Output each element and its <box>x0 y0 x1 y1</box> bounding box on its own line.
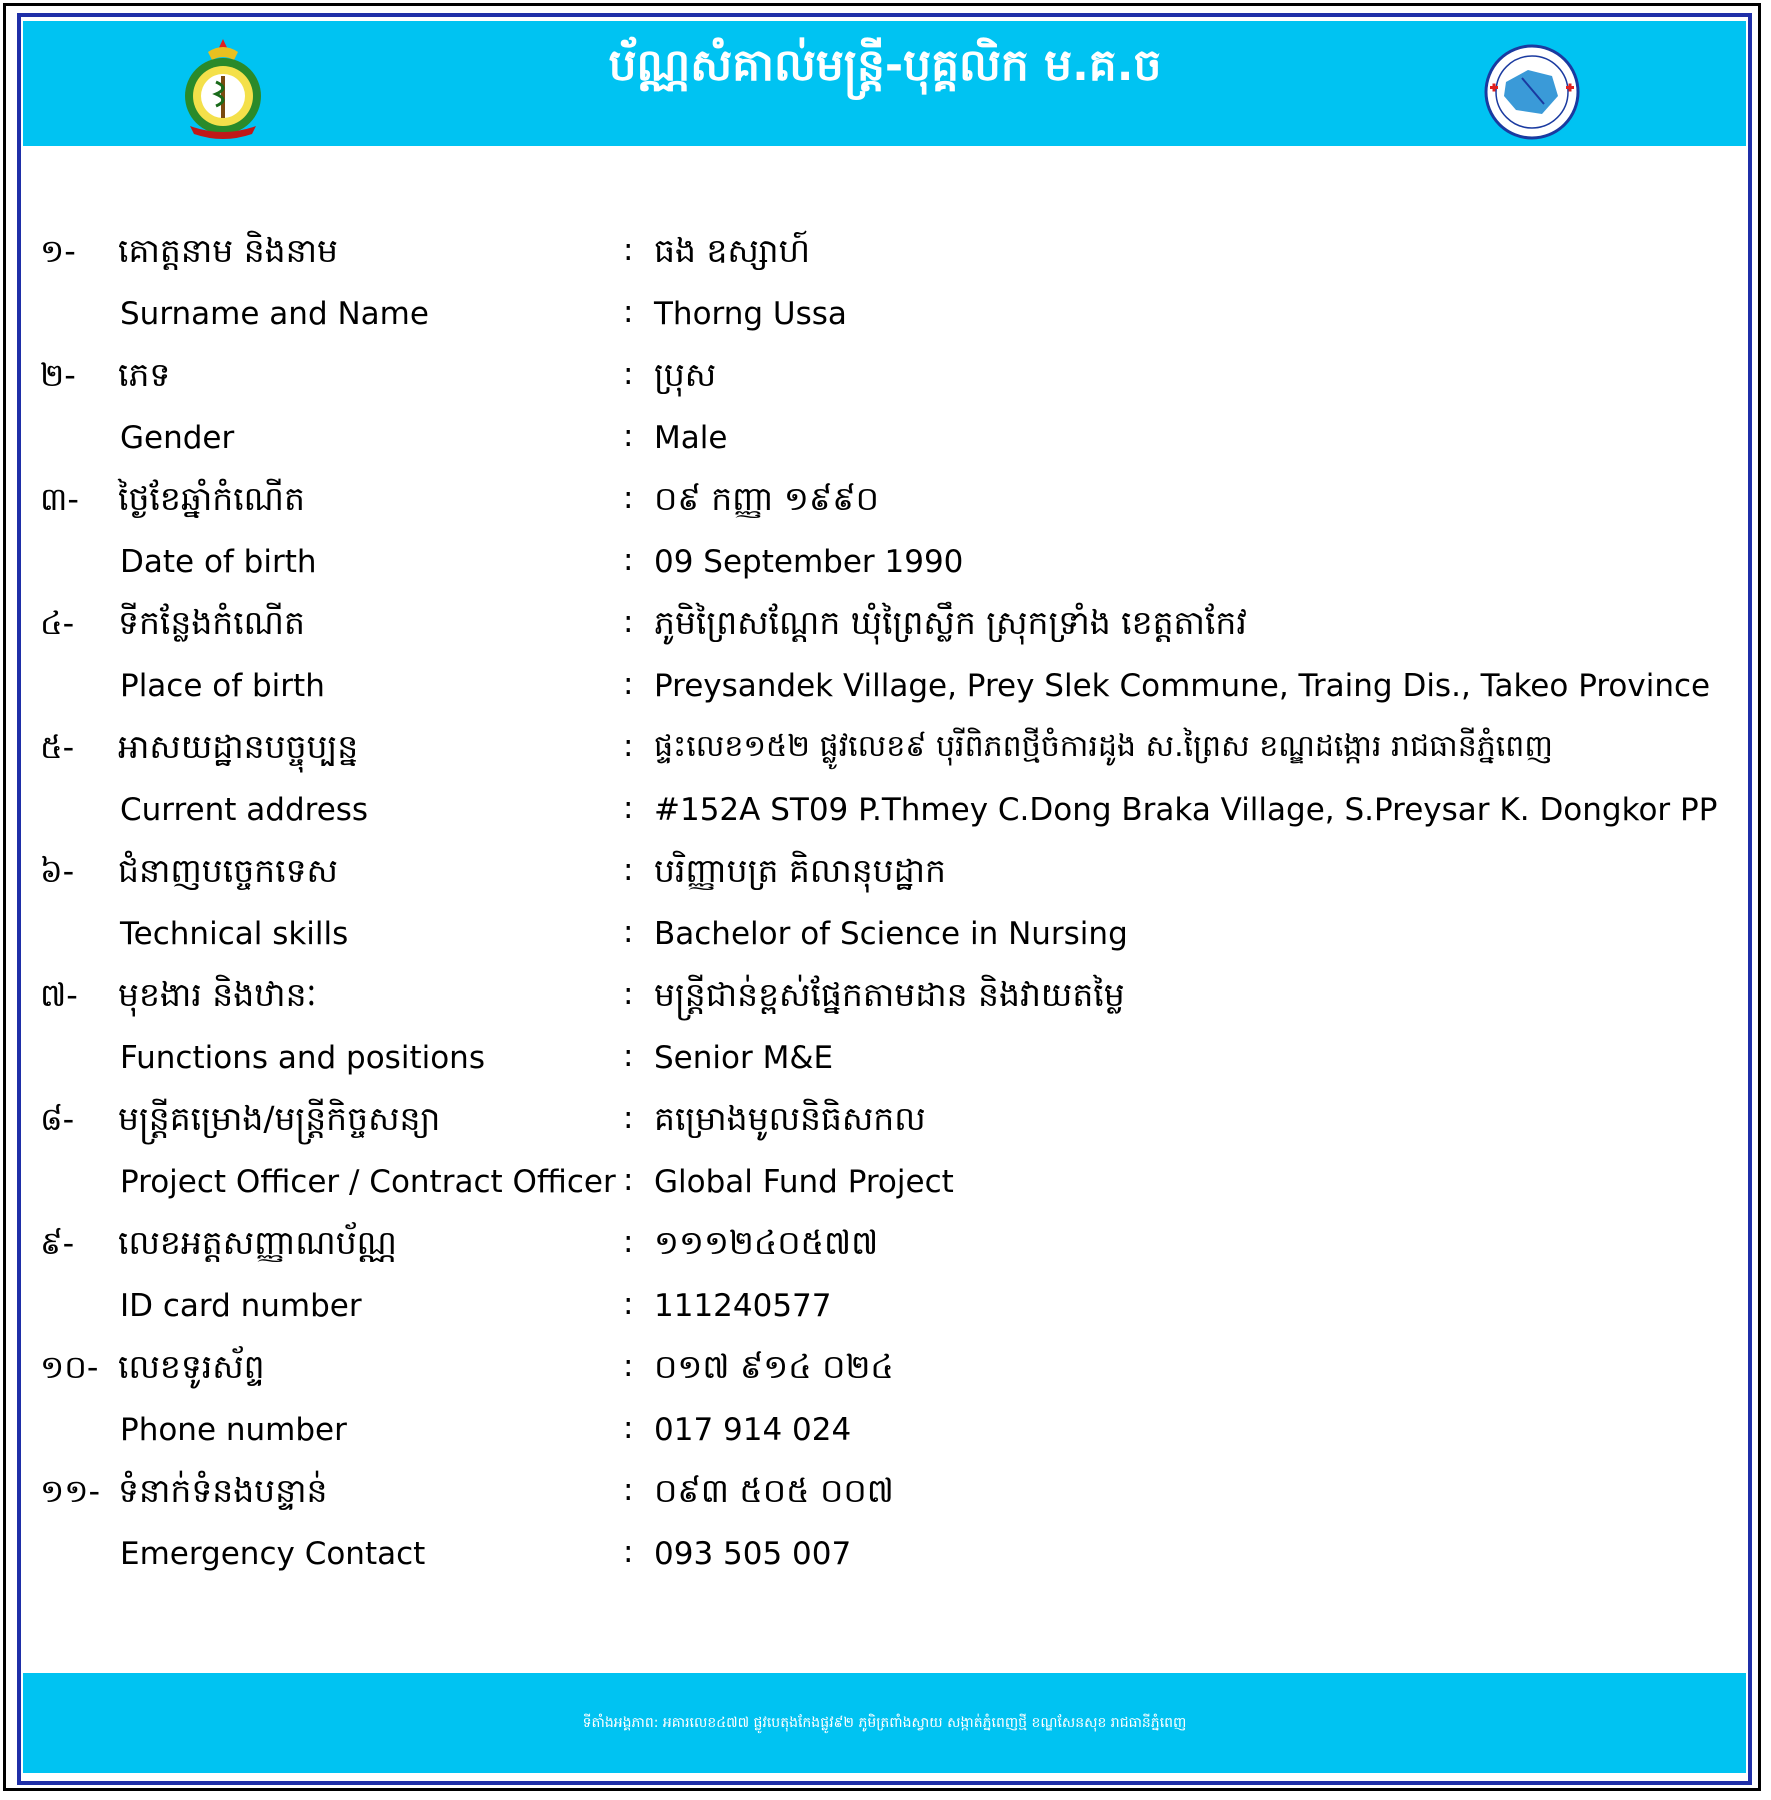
field-label-en: Functions and positions <box>120 1040 485 1076</box>
field-label-en: ID card number <box>120 1288 362 1324</box>
field-value-kh: ០៩៣ ៥០៥ ០០៧ <box>654 1471 894 1510</box>
separator-colon: : <box>623 1224 634 1260</box>
field-label-en: Phone number <box>120 1412 347 1448</box>
separator-colon: : <box>623 914 634 950</box>
field-row-kh <box>0 592 1771 654</box>
field-row-kh <box>0 468 1771 530</box>
field-row-en <box>0 530 1771 592</box>
field-row-en <box>0 1522 1771 1584</box>
field-label-en: Date of birth <box>120 544 317 580</box>
separator-colon: : <box>623 1286 634 1322</box>
field-value-kh: ប្រុស <box>654 355 717 394</box>
separator-colon: : <box>623 1100 634 1136</box>
field-value-en: Global Fund Project <box>654 1164 954 1200</box>
field-row-kh <box>0 840 1771 902</box>
field-row-en <box>0 654 1771 716</box>
field-label-kh: មុខងារ និងឋានៈ <box>118 975 317 1014</box>
field-label-kh: ជំនាញបច្ចេកទេស <box>118 851 338 890</box>
field-label-en: Technical skills <box>120 916 349 952</box>
field-value-en: Senior M&E <box>654 1040 834 1076</box>
field-number: ៨- <box>40 1100 75 1138</box>
field-value-kh: គម្រោងមូលនិធិសកល <box>654 1099 926 1138</box>
field-label-kh: ភេទ <box>118 355 171 394</box>
field-row-en <box>0 1150 1771 1212</box>
field-value-kh: ០៩ កញ្ញា ១៩៩០ <box>654 479 879 518</box>
field-number: ៣- <box>40 480 79 518</box>
separator-colon: : <box>623 976 634 1012</box>
field-number: ២- <box>40 356 76 394</box>
field-label-kh: ថ្ងៃខែឆ្នាំកំណើត <box>118 479 305 518</box>
separator-colon: : <box>623 1410 634 1446</box>
separator-colon: : <box>623 542 634 578</box>
separator-colon: : <box>623 1534 634 1570</box>
field-value-kh: បរិញ្ញាបត្រ គិលានុបដ្ឋាក <box>654 851 946 890</box>
ministry-emblem-logo <box>168 34 278 144</box>
field-value-kh: ធង ឧស្សាហ៍ <box>654 231 810 270</box>
separator-colon: : <box>623 852 634 888</box>
field-label-en: Surname and Name <box>120 296 429 332</box>
field-number: ១០- <box>40 1348 99 1386</box>
field-row-en <box>0 778 1771 840</box>
field-row-kh <box>0 1212 1771 1274</box>
field-row-en <box>0 1274 1771 1336</box>
field-value-en: 09 September 1990 <box>654 544 964 580</box>
field-row-kh <box>0 220 1771 282</box>
separator-colon: : <box>623 1038 634 1074</box>
separator-colon: : <box>623 480 634 516</box>
field-row-kh <box>0 1088 1771 1150</box>
field-row-kh <box>0 1460 1771 1522</box>
separator-colon: : <box>623 666 634 702</box>
field-value-en: Male <box>654 420 728 456</box>
field-row-kh <box>0 344 1771 406</box>
field-label-kh: លេខទូរស័ព្ទ <box>118 1347 265 1386</box>
separator-colon: : <box>623 356 634 392</box>
separator-colon: : <box>623 294 634 330</box>
field-label-kh: ទីកន្លែងកំណើត <box>118 603 305 642</box>
field-value-kh: ផ្ទះលេខ១៥២ ផ្លូវលេខ៩ បុរីពិភពថ្មីចំការដូង ស.ព្រៃស ខណ្ឌដង្កោរ រាជធានីភ្នំពេញ <box>654 729 1553 764</box>
field-value-en: Thorng Ussa <box>654 296 847 332</box>
separator-colon: : <box>623 790 634 826</box>
field-value-en: 017 914 024 <box>654 1412 852 1448</box>
field-number: ៦- <box>40 852 75 890</box>
separator-colon: : <box>623 1162 634 1198</box>
field-label-kh: មន្រ្តីគម្រោង/មន្រ្តីកិច្ចសន្យា <box>118 1099 441 1138</box>
field-row-en <box>0 902 1771 964</box>
card-title: ប័ណ្ណសំគាល់មន្រ្តី-បុគ្គលិក ម.គ.ច <box>608 40 1162 91</box>
field-value-en: #152A ST09 P.Thmey C.Dong Braka Village, S.Preysar K. Dongkor PP <box>654 792 1718 828</box>
separator-colon: : <box>623 728 634 764</box>
separator-colon: : <box>623 1472 634 1508</box>
field-number: ១១- <box>40 1472 100 1510</box>
field-label-en: Emergency Contact <box>120 1536 426 1572</box>
field-label-kh: លេខអត្តសញ្ញាណប័ណ្ណ <box>118 1223 397 1262</box>
field-label-kh: គោត្តនាម និងនាម <box>118 231 338 270</box>
separator-colon: : <box>623 232 634 268</box>
footer-address: ទីតាំងអង្គភាព: អគារលេខ៤៧៧ ផ្លូវបេតុងកែងផ្លូវ៩២ ភូមិត្រពាំងស្វាយ សង្កាត់ភ្នំពេញថ្មី ខណ្ឌសែនសុខ រាជធានីភ្នំពេញ <box>582 1715 1187 1731</box>
field-label-en: Project Officer / Contract Officer <box>120 1164 616 1200</box>
field-label-en: Current address <box>120 792 369 828</box>
field-row-en <box>0 282 1771 344</box>
field-value-kh: មន្រ្តីជាន់ខ្ពស់ផ្នែកតាមដាន និងវាយតម្លៃ <box>654 975 1125 1014</box>
field-label-en: Place of birth <box>120 668 325 704</box>
field-row-en <box>0 1398 1771 1460</box>
field-value-kh: ១១១២៤០៥៧៧ <box>654 1223 879 1262</box>
field-value-en: 111240577 <box>654 1288 832 1324</box>
field-label-kh: ទំនាក់ទំនងបន្ទាន់ <box>118 1471 328 1510</box>
field-number: ៤- <box>40 604 75 642</box>
separator-colon: : <box>623 1348 634 1384</box>
field-row-kh <box>0 1336 1771 1398</box>
field-value-en: Preysandek Village, Prey Slek Commune, Traing Dis., Takeo Province <box>654 668 1711 704</box>
footer-band <box>23 1673 1746 1773</box>
field-value-en: 093 505 007 <box>654 1536 852 1572</box>
field-value-kh: ០១៧ ៩១៤ ០២៤ <box>654 1347 894 1386</box>
field-row-en <box>0 406 1771 468</box>
field-label-en: Gender <box>120 420 235 456</box>
field-row-kh <box>0 964 1771 1026</box>
field-number: ១- <box>40 232 76 270</box>
field-value-en: Bachelor of Science in Nursing <box>654 916 1128 952</box>
field-row-kh <box>0 716 1771 778</box>
field-label-kh: អាសយដ្ឋានបច្ចុប្បន្ន <box>118 727 359 766</box>
field-number: ៧- <box>40 976 78 1014</box>
field-row-en <box>0 1026 1771 1088</box>
cnm-circular-logo <box>1476 42 1588 142</box>
field-number: ៥- <box>40 728 75 766</box>
separator-colon: : <box>623 418 634 454</box>
field-number: ៩- <box>40 1224 75 1262</box>
separator-colon: : <box>623 604 634 640</box>
field-value-kh: ភូមិព្រៃសណ្ដែក ឃុំព្រៃស្លឹក ស្រុកទ្រាំង ខេត្តតាកែវ <box>654 603 1247 642</box>
